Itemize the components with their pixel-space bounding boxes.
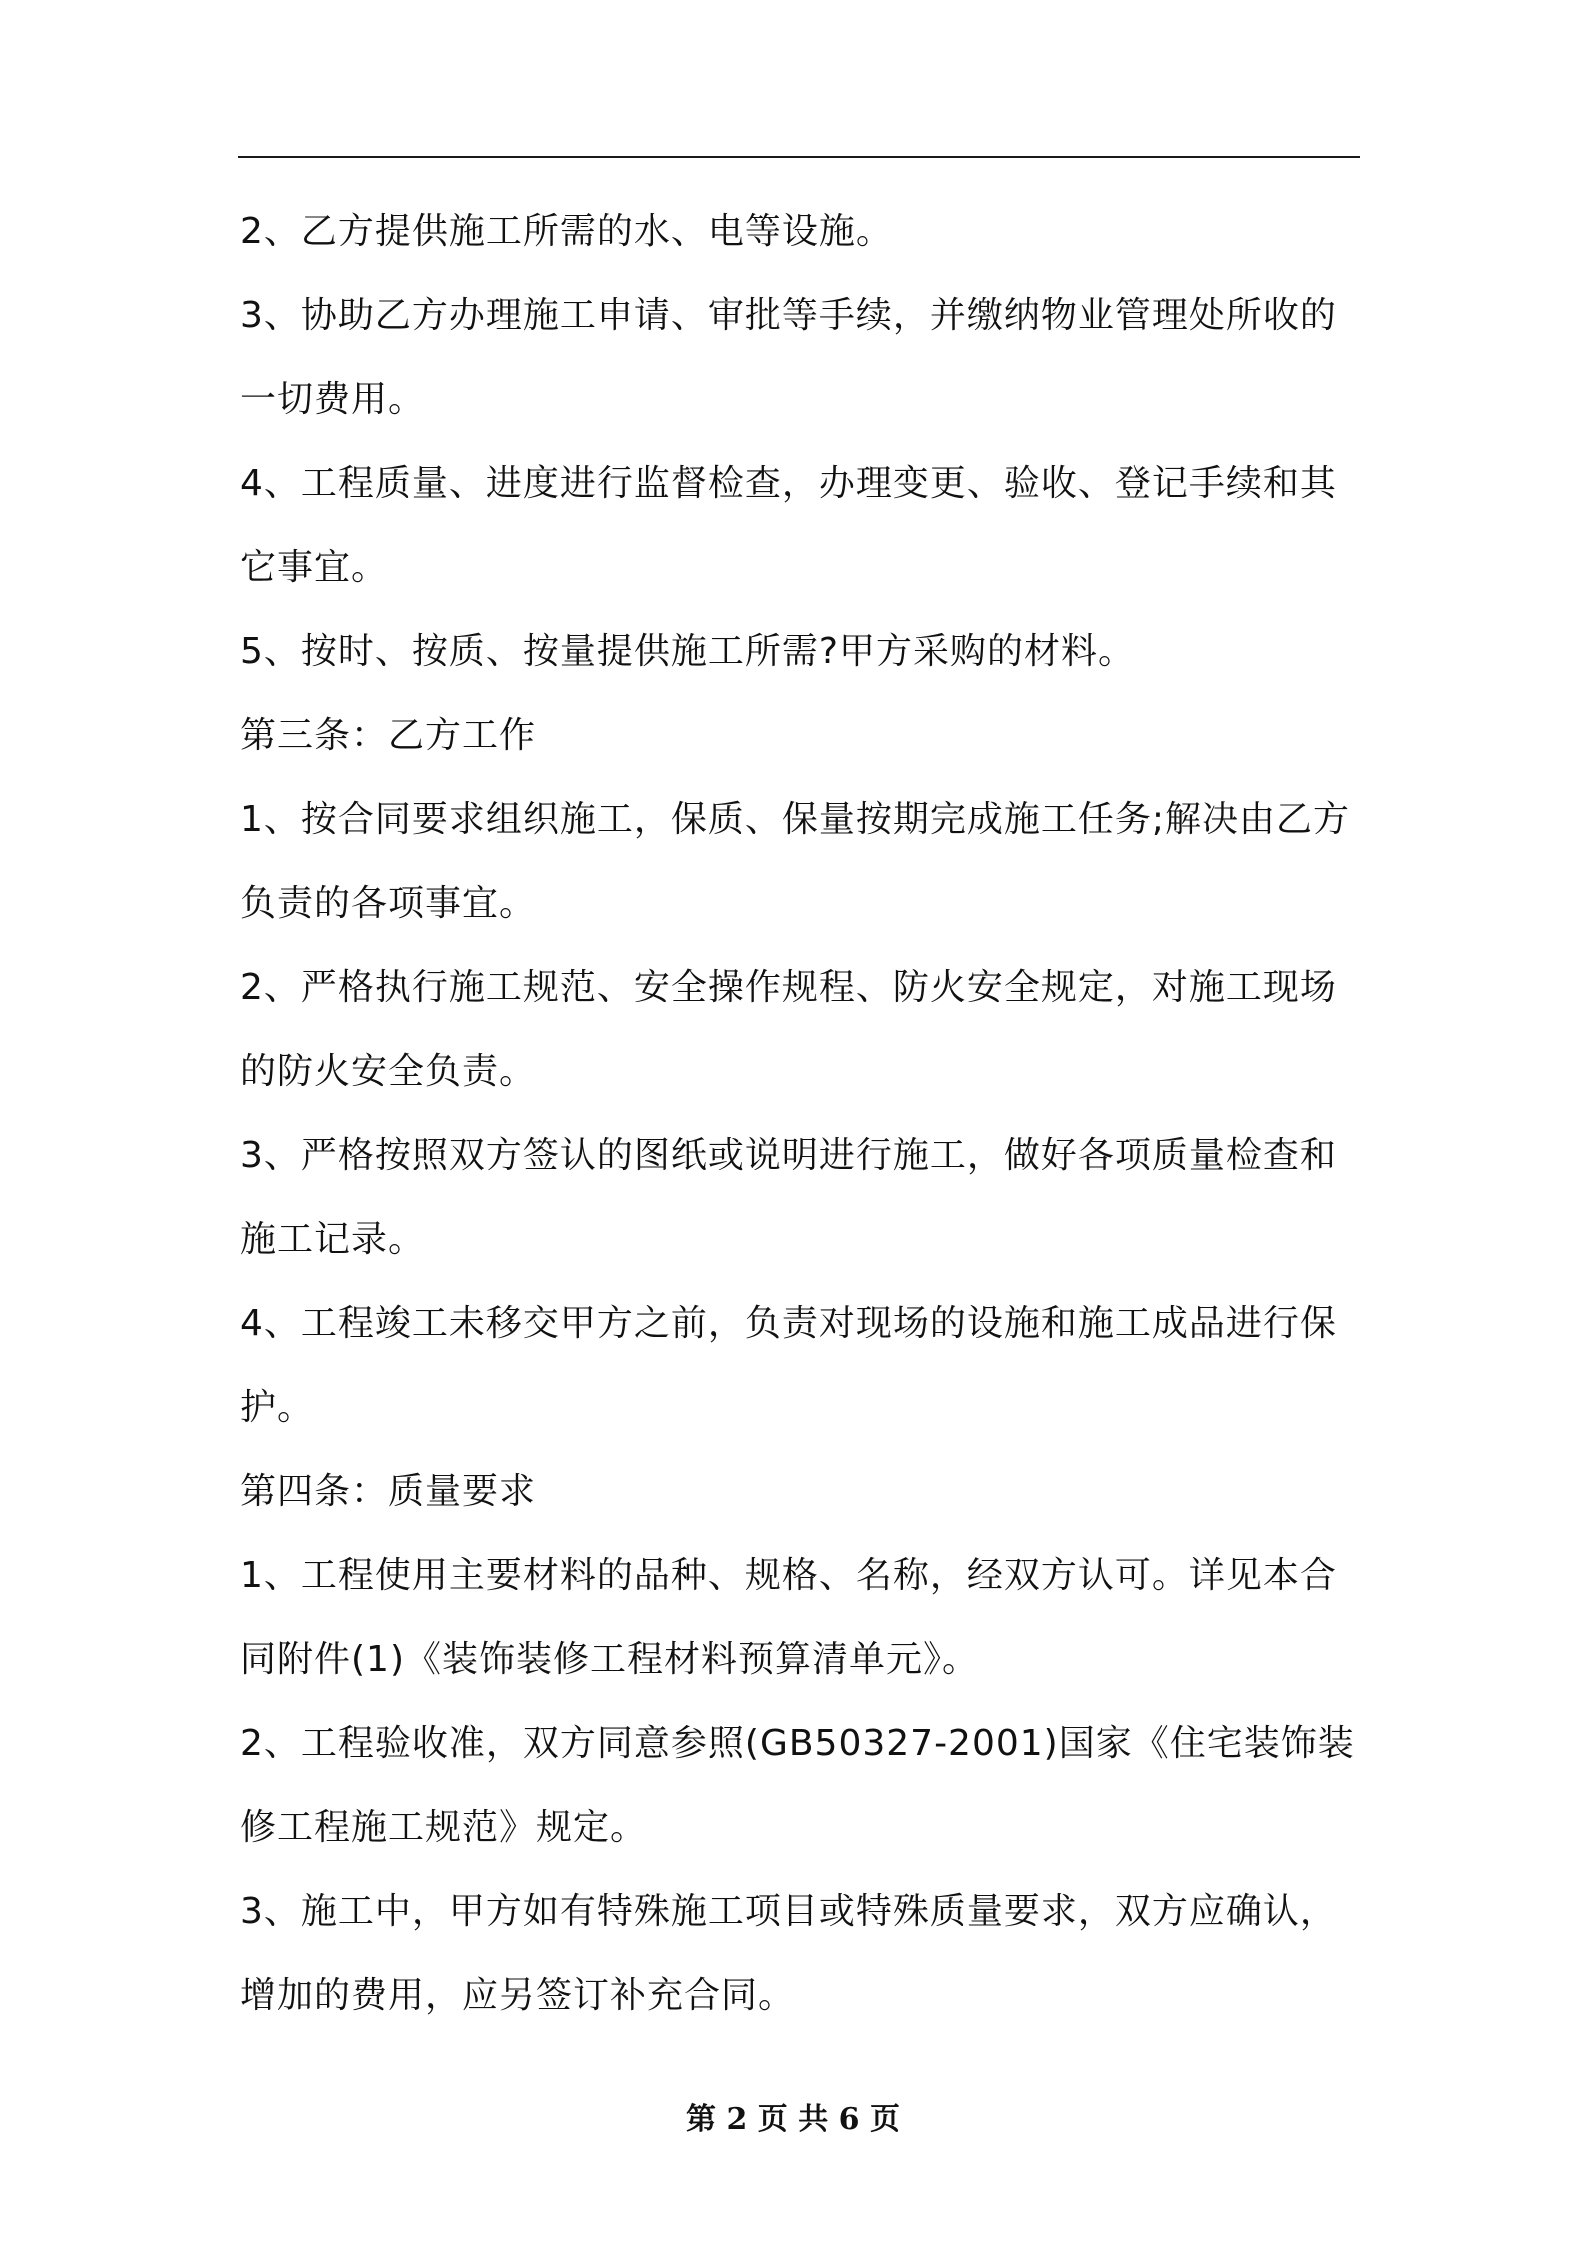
section-heading-article-4: 第四条：质量要求 xyxy=(240,1471,537,1512)
paragraph-party-a-permits: 3、协助乙方办理施工申请、审批等手续，并缴纳物业管理处所收的一切费用。 xyxy=(240,295,1337,420)
paragraph-quality-acceptance: 2、工程验收准，双方同意参照(GB50327-2001)国家《住宅装饰装修工程施工规范》规定。 xyxy=(240,1723,1355,1848)
paragraph-party-a-supervision: 4、工程质量、进度进行监督检查，办理变更、验收、登记手续和其它事宜。 xyxy=(240,463,1337,588)
paragraph-party-b-construction: 1、按合同要求组织施工，保质、保量按期完成施工任务;解决由乙方负责的各项事宜。 xyxy=(240,799,1351,924)
paragraph-party-b-drawings: 3、严格按照双方签认的图纸或说明进行施工，做好各项质量检查和施工记录。 xyxy=(240,1135,1337,1260)
paragraph-party-a-materials: 5、按时、按质、按量提供施工所需?甲方采购的材料。 xyxy=(240,631,1136,672)
document-body xyxy=(240,190,1360,2038)
section-heading-article-3: 第三条：乙方工作 xyxy=(240,715,537,756)
paragraph-party-b-safety: 2、严格执行施工规范、安全操作规程、防火安全规定，对施工现场的防火安全负责。 xyxy=(240,967,1337,1092)
paragraph-quality-materials: 1、工程使用主要材料的品种、规格、名称，经双方认可。详见本合同附件(1)《装饰装修工程材料预算清单元》。 xyxy=(240,1555,1337,1680)
paragraph-party-b-protection: 4、工程竣工未移交甲方之前，负责对现场的设施和施工成品进行保护。 xyxy=(240,1303,1337,1428)
paragraph-quality-special: 3、施工中，甲方如有特殊施工项目或特殊质量要求，双方应确认，增加的费用，应另签订补充合同。 xyxy=(240,1891,1337,2016)
page-number: 第 2 页 共 6 页 xyxy=(686,2102,900,2137)
header-rule xyxy=(238,156,1360,158)
paragraph-party-a-utilities: 2、乙方提供施工所需的水、电等设施。 xyxy=(240,211,893,252)
